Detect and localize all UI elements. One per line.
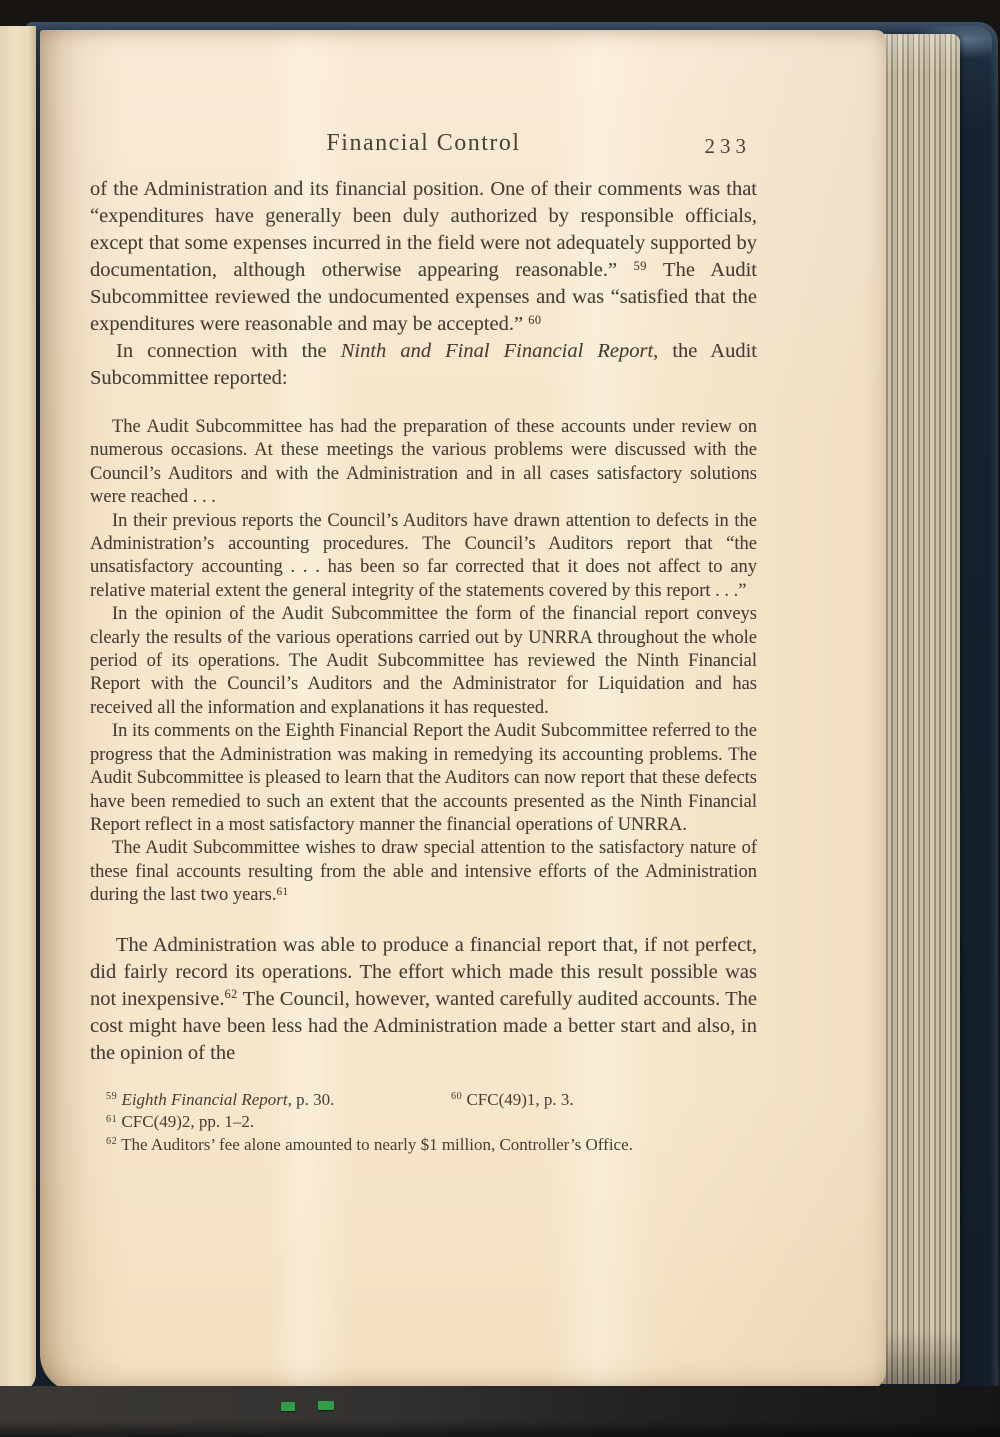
text-segment: In connection with the (116, 340, 341, 362)
text-segment: The Audit Subcommittee wishes to draw special attention to the satisfactory nature of these final accounts resulting from the able and intensive efforts of the Administration during the last two years. (90, 838, 757, 906)
italic-text: Ninth and Final Financial Report (340, 340, 654, 362)
footnote (451, 1089, 574, 1112)
footnote-row (106, 1134, 757, 1157)
footnote-row (106, 1089, 757, 1112)
footnote-reference: 62 (106, 1136, 118, 1148)
text-segment: The Auditors’ fee alone amounted to nearly $1 million, Controller’s Office. (117, 1134, 633, 1154)
footnote-reference: 61 (276, 885, 289, 898)
table-surface (0, 1386, 1000, 1437)
text-segment: The Council, however, wanted carefully audited accounts. The cost might have been less had the Administration made a better start and also, in the opinion of the (90, 987, 757, 1064)
block-quote-paragraph (90, 416, 757, 510)
text-segment: The Administration was able to produce a financial report that, if not perfect, did fairly record its operations. The effort which made this result possible was not inexpensive. (90, 933, 757, 1010)
running-head (90, 130, 757, 164)
block-quote-paragraph (90, 510, 757, 604)
footnote-reference: 60 (528, 312, 542, 327)
footnote-reference: 61 (106, 1113, 118, 1125)
footnote-row (106, 1111, 757, 1134)
body-paragraph (90, 338, 757, 392)
page-body (90, 176, 757, 1067)
block-quote-paragraph (90, 720, 757, 837)
block-quote-paragraph (90, 837, 757, 907)
body-paragraph (90, 932, 757, 1067)
footnote-reference: 59 (106, 1091, 118, 1103)
text-segment: In their previous reports the Council’s Auditors have drawn attention to defects in the Administration’s accounting procedures. The Council’s Auditors report that “the unsatisfactory accounting . . . has been so far corrected that it does not affect to any relative material extent the general integrity of the statements covered by this report . . .” (90, 510, 757, 601)
text-segment: , p. 30. (287, 1089, 335, 1109)
footnote-reference: 62 (224, 987, 238, 1002)
green-tab-marker (318, 1401, 334, 1410)
book-page (40, 30, 886, 1392)
footnote (106, 1111, 254, 1134)
green-tab-marker (281, 1402, 295, 1411)
text-segment: , the Audit Subcommittee reported: (90, 340, 757, 389)
footnote (106, 1134, 633, 1157)
text-segment: The Audit Subcommittee reviewed the undocumented expenses and was “satisfied that the expenditures were reasonable and may be accepted.” (90, 259, 757, 335)
text-segment: of the Administration and its financial position. One of their comments was that “expenditures have generally been duly authorized by responsible officials, except that some expenses incurred in the field were not adequately supported by documentation, although otherwise appearing reasonable.” (90, 178, 757, 281)
footnote (106, 1089, 451, 1112)
page-title: Financial Control (326, 130, 521, 156)
text-segment: In the opinion of the Audit Subcommittee the form of the financial report conveys clearly the results of the various operations carried out by UNRRA throughout the whole period of its operations. The Audit Subcommittee has reviewed the Ninth Financial Report with the Council’s Auditors and the Administrator for Liquidation and has received all the information and explanations it has requested. (90, 604, 757, 718)
text-segment: CFC(49)1, p. 3. (462, 1089, 574, 1109)
page-content (90, 30, 757, 1392)
text-segment: CFC(49)2, pp. 1–2. (117, 1112, 255, 1132)
footnotes (90, 1089, 757, 1157)
page-number: 233 (704, 134, 751, 158)
text-segment: In its comments on the Eighth Financial Report the Audit Subcommittee referred to the progress that the Administration was making in remedying its accounting problems. The Audit Subcommittee is pleased to learn that the Auditors can now report that these defects have been remedied to such an extent that the accounts presented as the Ninth Financial Report reflect in a most satisfactory manner the financial operations of UNRRA. (90, 721, 757, 835)
italic-text: Eighth Financial Report (121, 1089, 288, 1109)
footnote-reference: 60 (451, 1091, 463, 1103)
block-quote-paragraph (90, 603, 757, 720)
facing-page-edge (0, 26, 36, 1392)
body-paragraph (90, 176, 757, 338)
footnote-reference: 59 (633, 258, 647, 273)
text-segment: The Audit Subcommittee has had the preparation of these accounts under review on numerous occasions. At these meetings the various problems were discussed with the Council’s Auditors and with the Administration and in all cases satisfactory solutions were reached . . . (90, 417, 757, 508)
